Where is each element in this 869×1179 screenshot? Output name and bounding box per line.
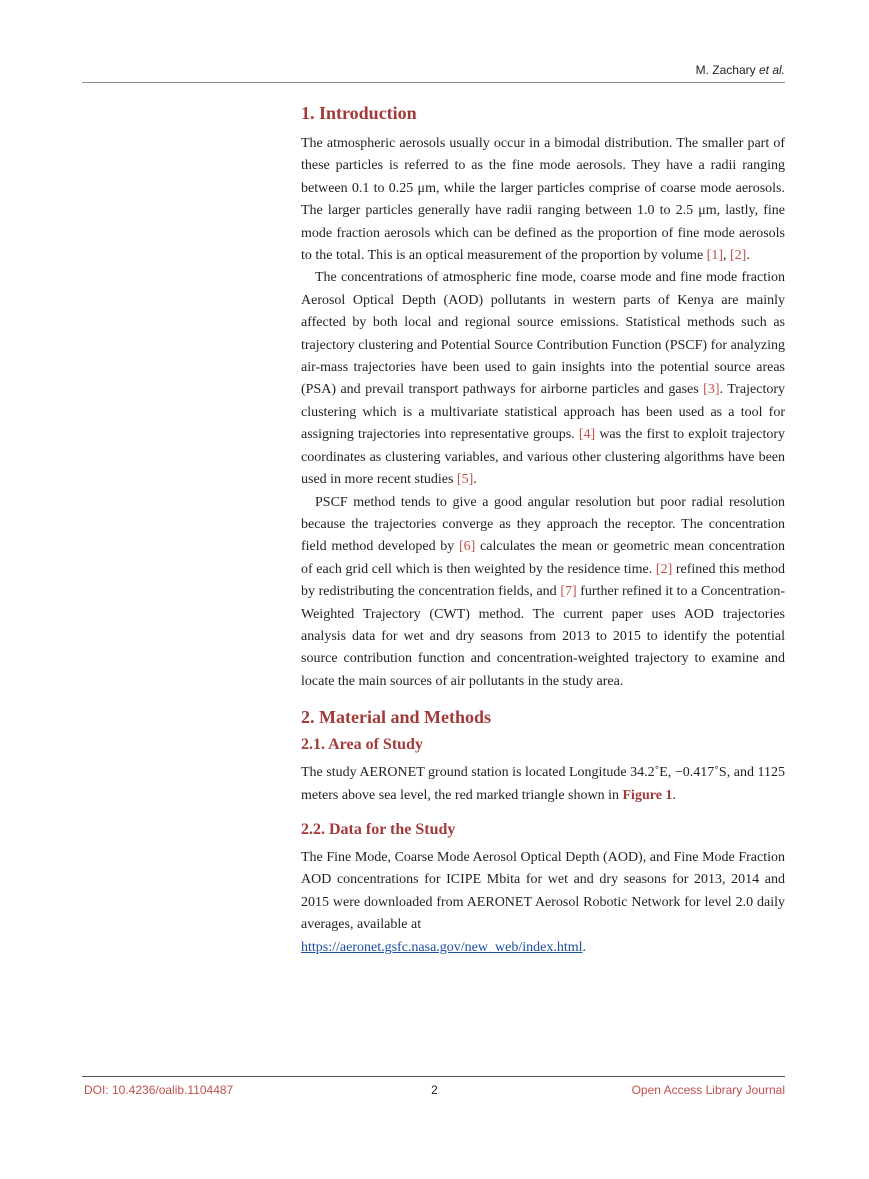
footer-page-number: 2 [431,1083,438,1097]
data-paragraph: The Fine Mode, Coarse Mode Aerosol Optical Depth (AOD), and Fine Mode Fraction AOD concentrations for ICIPE Mbita for wet and dry seasons for 2013, 2014 and 2015 were downloaded from AERONET Aerosol Robotic Network for level 2.0 daily averages, available at https://aeronet.gsfc.nasa.gov/new_web/index.html. [301,849,785,955]
header-etal: et al. [758,63,785,77]
footer-journal[interactable]: Open Access Library Journal [631,1083,785,1097]
area-of-study-paragraph: The study AERONET ground station is located Longitude 34.2˚E, −0.417˚S, and 1125 meters above sea level, the red marked triangle shown in Figure 1. [301,765,785,803]
citation-3[interactable]: [3] [703,382,720,398]
intro-paragraph-3: PSCF method tends to give a good angular resolution but poor radial resolution because the trajectories converge as they approach the receptor. The concentration field method developed by [6] calculates the mean or geometric mean concentration of each grid cell which is then weighted by the residence time. [2] refined this method by redistributing the concentration fields, and [7] further refined it to a Concentration-Weighted Trajectory (CWT) method. The current paper uses AOD trajectories analysis data for wet and dry seasons from 2013 to 2015 to identify the potential source contribution function and concentration-weighted trajectory to examine and locate the main sources of air pollutants in the study area. [301,494,785,689]
citation-2b[interactable]: [2] [655,561,673,577]
citation-2[interactable]: [2] [730,248,747,264]
section-1-heading: 1. Introduction [301,103,417,123]
citation-4[interactable]: [4] [578,427,596,443]
citation-1[interactable]: [1] [706,248,723,264]
intro-paragraph-1: The atmospheric aerosols usually occur in a bimodal distribution. The smaller part of these particles is referred to as the fine mode aerosols. They have a radii ranging between 0.1 to 0.25 μm, while the larger particles comprise of coarse mode aerosols. The larger particles generally have radii ranging between 1.0 to 2.5 μm, lastly, fine mode fraction aerosols which can be defined as the proportion of fine mode aerosols to the total. This is an optical measurement of the proportion by volume [1], [2]. [301,136,785,264]
citation-6[interactable]: [6] [459,539,476,555]
subsection-2-1-heading: 2.1. Area of Study [301,736,423,754]
running-header [696,63,785,77]
citation-7[interactable]: [7] [560,584,577,600]
footer-doi[interactable]: DOI: 10.4236/oalib.1104487 [84,1083,234,1097]
header-author: M. Zachary [695,63,756,77]
main-column [301,103,785,959]
subsection-2-2-heading: 2.2. Data for the Study [301,820,456,838]
aeronet-url-link[interactable]: https://aeronet.gsfc.nasa.gov/new_web/index.html [301,939,583,955]
header-rule [82,82,785,83]
section-2-heading: 2. Material and Methods [301,707,491,728]
citation-5[interactable]: [5] [456,472,474,488]
figure-1-link[interactable]: Figure 1 [622,787,673,803]
intro-paragraph-2: The concentrations of atmospheric fine mode, coarse mode and fine mode fraction Aerosol Optical Depth (AOD) pollutants in western parts of Kenya are mainly affected by both local and regional source emissions. Statistical methods such as trajectory clustering and Potential Source Contribution Function (PSCF) for analyzing air-mass trajectories have been used to gain insights into the potential source areas (PSA) and prevail transport pathways for airborne particles and gases [3]. Trajectory clustering which is a multivariate statistical approach has been used as a tool for assigning trajectories into representative groups. [4] was the first to exploit trajectory coordinates as clustering variables, and various other clustering algorithms have been used in more recent studies [5]. [301,270,786,488]
footer-rule [82,1076,785,1077]
